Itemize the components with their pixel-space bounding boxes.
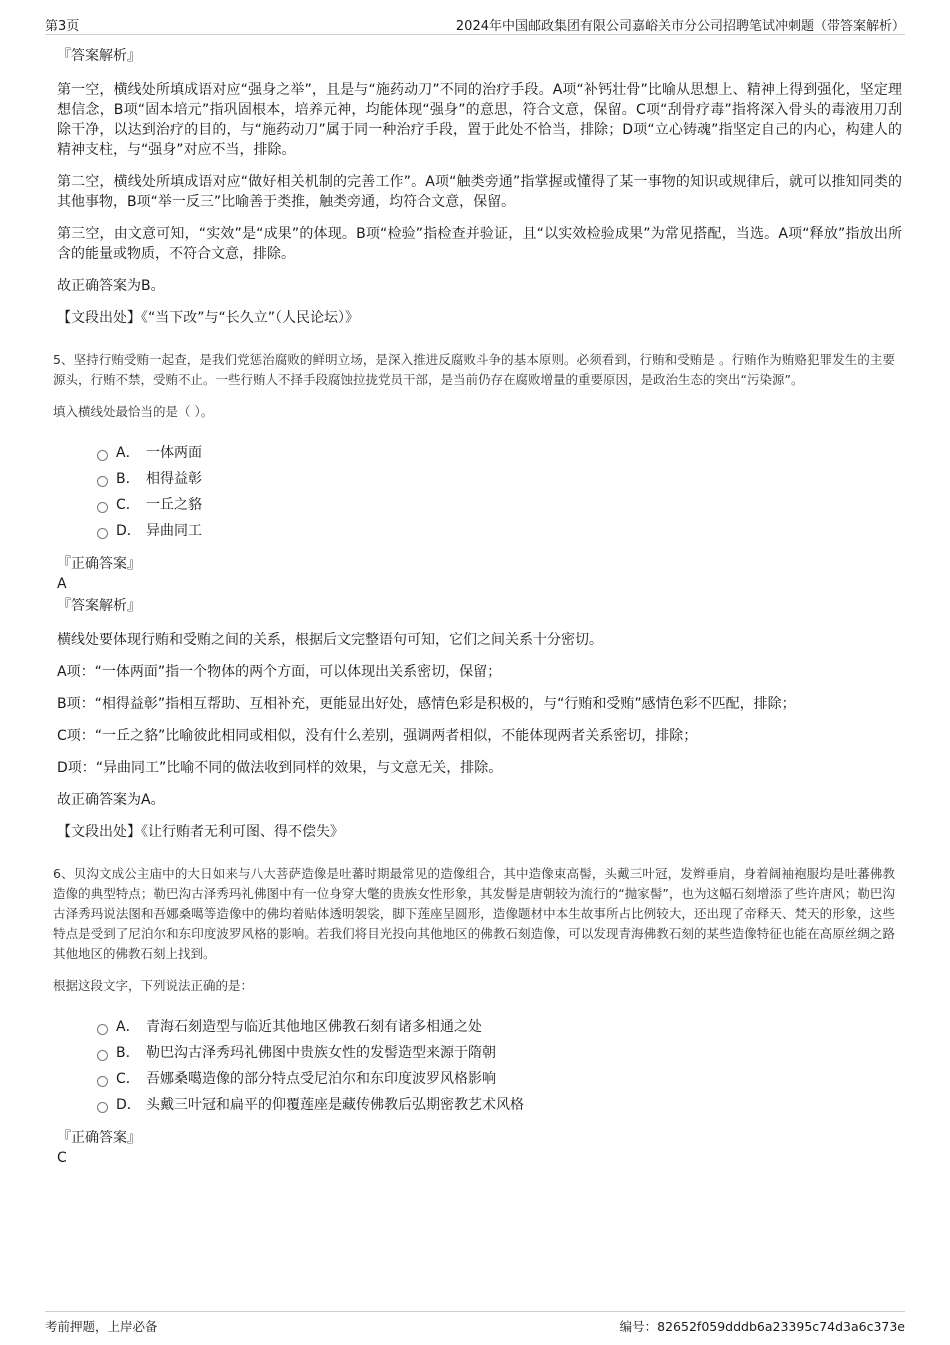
option-text: 一丘之貉 — [146, 497, 202, 513]
option-d[interactable] — [97, 518, 902, 544]
option-text: 一体两面 — [146, 445, 202, 461]
option-d[interactable] — [97, 1092, 902, 1118]
radio-icon[interactable] — [97, 1050, 108, 1061]
option-a[interactable] — [97, 440, 902, 466]
page-number: 第3页 — [45, 19, 80, 34]
analysis-paragraph: 第一空，横线处所填成语对应“强身之举”，且是与“施药动刀”不同的治疗手段。A项“补钙壮骨”比喻从思想上、精神上得到强化，坚定理想信念，B项“固本培元”指巩固根本，培养元神，均能体现“强身”的意思，符合文意，保留。C项“刮骨疗毒”指将深入骨头的毒液用刀刮除干净，以达到治疗的目的，与“施药动刀”属于同一种治疗手段，置于此处不恰当，排除；D项“立心铸魂”指坚定自己的内心，构建人的精神支柱，与“强身”对应不当，排除。 — [57, 82, 902, 158]
radio-icon[interactable] — [97, 1076, 108, 1087]
analysis-paragraph: 横线处要体现行贿和受贿之间的关系，根据后文完整语句可知，它们之间关系十分密切。 — [57, 632, 603, 648]
option-a[interactable] — [97, 1014, 902, 1040]
passage-source: 【文段出处】《让行贿者无利可图、得不偿失》 — [57, 824, 344, 840]
correct-answer-value: C — [57, 1150, 67, 1166]
option-text: 勒巴沟古泽秀玛礼佛图中贵族女性的发髻造型来源于隋朝 — [146, 1045, 496, 1061]
analysis-paragraph: 故正确答案为A。 — [57, 792, 165, 808]
analysis-paragraph: C项：“一丘之貉”比喻彼此相同或相似，没有什么差别，强调两者相似，不能体现两者关系密切，排除； — [57, 728, 698, 744]
radio-icon[interactable] — [97, 1024, 108, 1035]
option-text: 青海石刻造型与临近其他地区佛教石刻有诸多相通之处 — [146, 1019, 482, 1035]
option-list — [97, 440, 902, 544]
option-letter: A． — [116, 1019, 140, 1035]
option-letter: B． — [116, 1045, 140, 1061]
option-letter: A． — [116, 445, 140, 461]
analysis-paragraph: A项：“一体两面”指一个物体的两个方面，可以体现出关系密切，保留； — [57, 664, 502, 680]
radio-icon[interactable] — [97, 502, 108, 513]
prev-question-analysis — [57, 46, 902, 328]
analysis-label: 『答案解析』 — [57, 598, 141, 614]
option-b[interactable] — [97, 1040, 902, 1066]
option-text: 头戴三叶冠和扁平的仰覆莲座是藏传佛教后弘期密教艺术风格 — [146, 1097, 524, 1113]
page-content — [53, 46, 902, 1170]
analysis-paragraph: 第三空，由文意可知，“实效”是“成果”的体现。B项“检验”指检查并验证，且“以实效检验成果”为常见搭配，当选。A项“释放”指放出所含的能量或物质，不符合文意，排除。 — [57, 226, 902, 262]
radio-icon[interactable] — [97, 1102, 108, 1113]
question-prompt: 填入横线处最恰当的是（ ）。 — [53, 404, 214, 419]
option-letter: C． — [116, 497, 140, 513]
question-6 — [53, 864, 902, 1168]
correct-answer-label: 『正确答案』 — [57, 1130, 141, 1146]
analysis-paragraph: B项：“相得益彰”指相互帮助、互相补充，更能显出好处，感情色彩是积极的，与“行贿和受贿”感情色彩不匹配，排除； — [57, 696, 796, 712]
document-title: 2024年中国邮政集团有限公司嘉峪关市分公司招聘笔试冲刺题（带答案解析） — [455, 19, 905, 34]
correct-answer-label: 『正确答案』 — [57, 556, 141, 572]
option-text: 异曲同工 — [146, 523, 202, 539]
option-b[interactable] — [97, 466, 902, 492]
option-letter: D． — [116, 523, 141, 539]
analysis-paragraph: 第二空，横线处所填成语对应“做好相关机制的完善工作”。A项“触类旁通”指掌握或懂得了某一事物的知识或规律后，就可以推知同类的其他事物，B项“举一反三”比喻善于类推，触类旁通，均符合文意，保留。 — [57, 174, 902, 210]
option-c[interactable] — [97, 1066, 902, 1092]
question-text: 6、贝沟文成公主庙中的大日如来与八大菩萨造像是吐蕃时期最常见的造像组合，其中造像束高髻，头戴三叶冠，发辫垂肩，身着阔袖袍服均是吐蕃佛教造像的典型特点；勒巴沟古泽秀玛礼佛图中有一位身穿大氅的贵族女性形象，其发髻是唐朝较为流行的“抛家髻”，也为这幅石刻增添了些许唐风；勒巴沟古泽秀玛说法图和吾娜桑噶等造像中的佛均着贴体透明袈裟，脚下莲座呈圆形，造像题材中本生故事所占比例较大，还出现了帝释天、梵天的形象，这些特点是受到了尼泊尔和东印度波罗风格的影响。若我们将目光投向其他地区的佛教石刻造像，可以发现青海佛教石刻的某些造像特征也能在高原丝绸之路其他地区的佛教石刻上找到。 — [53, 866, 895, 961]
question-text: 5、坚持行贿受贿一起查，是我们党惩治腐败的鲜明立场，是深入推进反腐败斗争的基本原则。必须看到，行贿和受贿是 。行贿作为贿赂犯罪发生的主要源头，行贿不禁，受贿不止。一些行贿人不择手段腐蚀拉拢党员干部，是当前仍存在腐败增量的重要原因，是政治生态的突出“污染源”。 — [53, 352, 895, 387]
passage-source: 【文段出处】《“当下改”与“长久立”（人民论坛）》 — [57, 310, 360, 326]
option-letter: C． — [116, 1071, 140, 1087]
option-text: 吾娜桑噶造像的部分特点受尼泊尔和东印度波罗风格影响 — [146, 1071, 496, 1087]
analysis-paragraph: D项：“异曲同工”比喻不同的做法收到同样的效果，与文意无关，排除。 — [57, 760, 503, 776]
analysis-label: 『答案解析』 — [57, 48, 141, 64]
question-prompt: 根据这段文字，下列说法正确的是： — [53, 978, 254, 993]
page-footer — [45, 1311, 905, 1336]
option-list — [97, 1014, 902, 1118]
option-c[interactable] — [97, 492, 902, 518]
correct-answer-value: A — [57, 576, 67, 592]
option-letter: D． — [116, 1097, 141, 1113]
document-code: 编号：82652f059dddb6a23395c74d3a6c373e — [619, 1319, 905, 1334]
footer-note: 考前押题，上岸必备 — [45, 1319, 158, 1334]
option-text: 相得益彰 — [146, 471, 202, 487]
radio-icon[interactable] — [97, 476, 108, 487]
question-5 — [53, 350, 902, 842]
analysis-paragraph: 故正确答案为B。 — [57, 278, 165, 294]
option-letter: B． — [116, 471, 140, 487]
page-header — [45, 12, 905, 35]
radio-icon[interactable] — [97, 528, 108, 539]
radio-icon[interactable] — [97, 450, 108, 461]
